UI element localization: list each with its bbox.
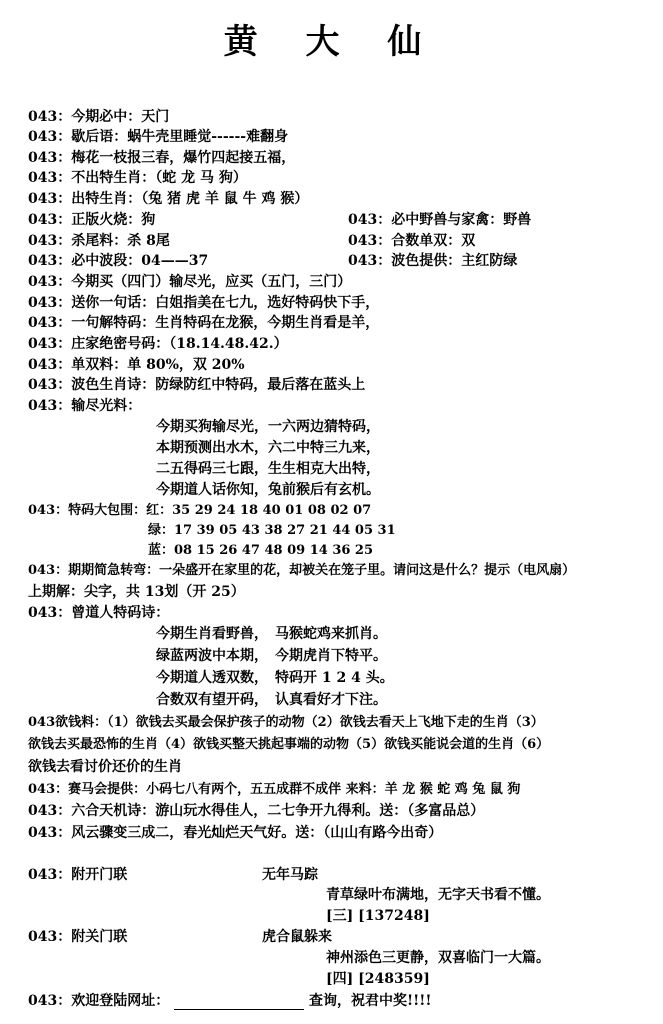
- line-secret-numbers: 043：庄家绝密号码：（18.14.48.42.）: [28, 336, 288, 352]
- line-horse-club: 043：赛马会提供：小码七八有两个，五五成群不成伴 来料：羊 龙 猴 蛇 鸡 兔 鼠 狗: [28, 782, 521, 797]
- line-color-poem: 043：波色生肖诗：防绿防红中特码，最后落在蓝头上: [28, 377, 366, 393]
- line-kill-tail: 043：杀尾料：杀 8尾: [28, 233, 170, 249]
- line-plum-verse: 043：梅花一枝报三春，爆竹四起接五福，: [28, 150, 296, 166]
- website-blank: [174, 995, 304, 1010]
- line-red-numbers: 043：特码大包围：红：35 29 24 18 40 01 08 02 07: [28, 503, 372, 518]
- line-lose-all: 043：输尽光料：: [28, 398, 142, 414]
- line-blue-numbers: 蓝：08 15 26 47 48 09 14 36 25: [148, 543, 374, 558]
- line-poem-title: 043：曾道人特码诗：: [28, 605, 170, 621]
- line-explain: 043：一句解特码：生肖特码在龙猴，今期生肖看是羊，: [28, 315, 380, 331]
- line-money-riddle: 欲钱去看讨价还价的生肖: [28, 759, 182, 775]
- line-last-answer: 上期解：尖字，共 13划（开 25）: [28, 584, 245, 600]
- line-odd-even: 043：合数单双：双: [348, 233, 476, 249]
- line-riddle: 043：歇后语：蜗牛壳里睡觉------难翻身: [28, 129, 289, 145]
- line-odd-even-pct: 043：单双料：单 80%，双 20%: [28, 357, 245, 373]
- website-suffix: 查询，祝君中奖!!!!: [308, 993, 432, 1009]
- line-must-win: 043：今期必中：天门: [28, 109, 170, 125]
- line-saying: 043：送你一句话：白姐指美在七九，选好特码快下手，: [28, 295, 380, 311]
- close-couplet-title: 虎合鼠躲来: [262, 929, 332, 945]
- line-money-riddle: 欲钱去买最恐怖的生肖（4）欲钱买整天挑起事端的动物（5）欲钱买能说会道的生肖（6）: [28, 737, 550, 752]
- line-beast-poultry: 043：必中野兽与家禽：野兽: [348, 212, 532, 228]
- line-excluded-zodiac: 043：不出特生肖：（蛇 龙 马 狗）: [28, 170, 247, 186]
- line-buy-doors: 043：今期买（四门）输尽光，应买（五门，三门）: [28, 274, 352, 290]
- line-close-couplet: 043：附关门联: [28, 929, 128, 945]
- line-open-couplet: 043：附开门联: [28, 867, 128, 883]
- page-title: 黄 大 仙: [223, 22, 440, 62]
- poem-line: 绿蓝两波中本期， 今期虎肖下特平。: [156, 648, 387, 664]
- poem-line: 二五得码三七跟，生生相克大出特，: [156, 461, 380, 477]
- line-fire-burn: 043：正版火烧：狗: [28, 212, 156, 228]
- line-website: [28, 992, 432, 1010]
- line-storm-verse: 043：风云骤变三成二，春光灿烂天气好。送：（山山有路今出奇）: [28, 825, 443, 841]
- website-label: 043：欢迎登陆网址：: [28, 993, 170, 1009]
- poem-line: 合数双有望开码， 认真看好才下注。: [156, 692, 387, 708]
- poem-line: 今期道人话你知，兔前猴后有玄机。: [156, 482, 380, 498]
- poem-line: 今期道人透双数， 特码开 1 2 4 头。: [156, 670, 394, 686]
- poem-line: 本期预测出水木，六二中特三九来，: [156, 440, 380, 456]
- line-money-riddle: 043欲钱料：（1）欲钱去买最会保护孩子的动物（2）欲钱去看天上飞地下走的生肖（3）: [28, 715, 544, 730]
- close-couplet-text: 神州添色三更静，双喜临门一大篇。: [326, 950, 550, 966]
- line-special-zodiac: 043：出特生肖：（兔 猪 虎 羊 鼠 牛 鸡 猴）: [28, 191, 309, 207]
- line-green-numbers: 绿：17 39 05 43 38 27 21 44 05 31: [148, 523, 396, 538]
- poem-line: 今期生肖看野兽， 马猴蛇鸡来抓肖。: [156, 626, 387, 642]
- line-tianji-poem: 043：六合天机诗：游山玩水得佳人，二七争开九得利。送：（多富品总）: [28, 803, 485, 819]
- open-couplet-code: [三] [137248]: [326, 908, 430, 924]
- open-couplet-text: 青草绿叶布满地，无字天书看不懂。: [326, 887, 550, 903]
- poem-line: 今期买狗输尽光，一六两边猜特码，: [156, 419, 380, 435]
- line-color: 043：波色提供：主红防绿: [348, 253, 518, 269]
- line-brain-teaser: 043：期期简急转弯：一朵盛开在家里的花，却被关在笼子里。请问这是什么？提示（电风扇）: [28, 563, 576, 578]
- open-couplet-title: 无年马踪: [262, 867, 318, 883]
- line-band: 043：必中波段：04——37: [28, 253, 209, 269]
- close-couplet-code: [四] [248359]: [326, 971, 430, 987]
